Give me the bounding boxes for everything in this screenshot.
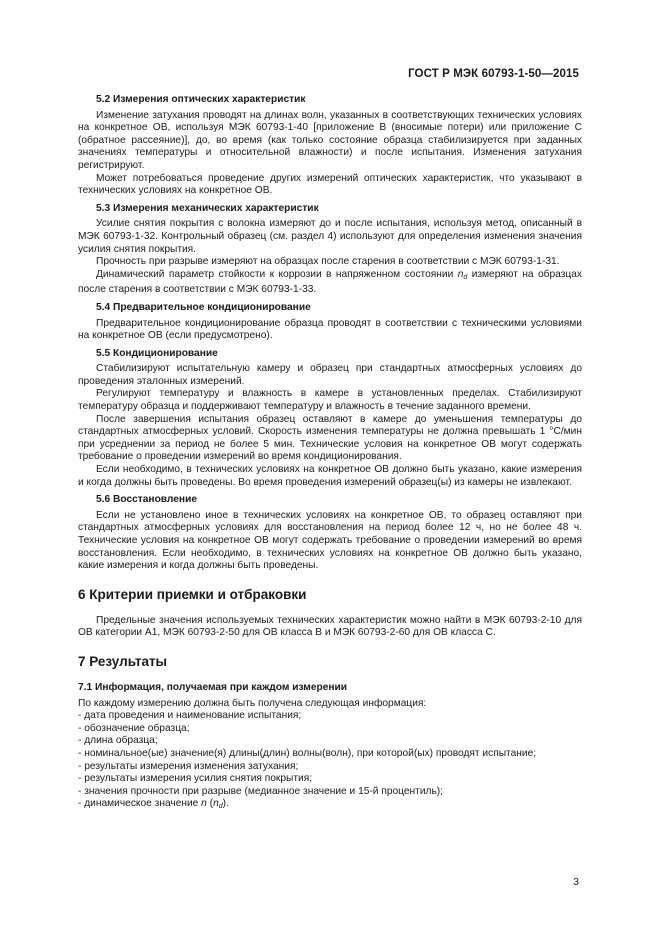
list-item: - результаты измерения усилия снятия покрытия;	[78, 773, 313, 785]
paragraph: Если необходимо, в технических условиях на конкретное ОВ должно быть указано, какие измерения и когда должны быть проведены. Во время проведения измерений образец(ы) из камеры не извлекают.	[78, 464, 582, 488]
paragraph: Стабилизируют испытательную камеру и образец при стандартных атмосферных условиях до проведения эталонных измерений.	[78, 363, 582, 387]
section-5-2-title: 5.2 Измерения оптических характеристик	[96, 94, 306, 105]
info-list	[78, 710, 582, 814]
standard-header: ГОСТ Р МЭК 60793-1-50—2015	[408, 68, 579, 80]
section-7-1-title: 7.1 Информация, получаемая при каждом измерении	[78, 681, 348, 693]
paragraph: Предельные значения используемых технических характеристик можно найти в МЭК 60793-2-10 для ОВ категории А1, МЭК 60793-2-50 для ОВ класса В и МЭК 60793-2-60 для ОВ класса С.	[78, 614, 582, 639]
list-item: - номинальное(ые) значение(я) длины(длин) волны(волн), при которой(ых) проводят испытание;	[78, 747, 537, 759]
list-item: - обозначение образца;	[78, 722, 190, 734]
list-item: - дата проведения и наименование испытания;	[78, 710, 302, 722]
section-5-4-title: 5.4 Предварительное кондиционирование	[96, 301, 311, 313]
document-body	[78, 94, 582, 814]
paragraph: Прочность при разрыве измеряют на образцах после старения в соответствии с МЭК 60793-1-31.	[96, 256, 560, 268]
page-number: 3	[573, 876, 579, 888]
list-item: - значения прочности при разрыве (медианное значение и 15-й процентиль);	[78, 785, 444, 797]
paragraph: Может потребоваться проведение других измерений оптических характеристик, что указывают в технических условиях на конкретное ОВ.	[78, 172, 582, 197]
section-5-3-title: 5.3 Измерения механических характеристик	[96, 202, 319, 214]
paragraph: Изменение затухания проводят на длинах волн, указанных в соответствующих технических условиях на конкретное ОВ, используя МЭК 60793-1-40 [приложение В (вносимые потери) или приложение С (обратное рассеяние)], до, во время (как только состояние образца стабилизируется при заданных значениях температуры и относительной влажности) и после испытания. Изменения затухания регистрируют.	[78, 109, 582, 171]
paragraph: Динамический параметр стойкости к коррозии в напряженном состоянии $n_d$ измеряют на образцах после старения в соответствии с МЭК 60793-1-33.	[78, 268, 582, 296]
section-5-5-title: 5.5 Кондиционирование	[96, 347, 218, 359]
list-item: - длина образца;	[78, 735, 158, 747]
paragraph: Если не установлено иное в технических условиях на конкретное ОВ, то образец оставляют при стандартных атмосферных условиях для восстановления на период более 12 ч, но не более 48 ч. Технические условия на конкретное ОВ могут содержать требование о проведении измерений во время восстановления. Если необходимо, в технических условиях на конкретное ОВ должно быть указано, какие измерения и когда должны быть проведены.	[78, 509, 582, 572]
section-5-6-title: 5.6 Восстановление	[96, 494, 198, 506]
paragraph: По каждому измерению должна быть получена следующая информация:	[78, 697, 427, 709]
section-7-title: 7 Результаты	[78, 653, 168, 669]
list-item: - результаты измерения изменения затухания;	[78, 760, 299, 772]
paragraph: Предварительное кондиционирование образца проводят в соответствии с техническими условиями на конкретное ОВ (если предусмотрено).	[78, 317, 582, 342]
paragraph: После завершения испытания образец оставляют в камере до уменьшения температуры до стандартных атмосферных условий. Скорость изменения температуры не должна превышать 1 °С/мин при усреднении за период не более 5 мин. Технические условия на конкретное ОВ могут содержать требование о проведении измерений во время кондиционирования.	[78, 413, 582, 463]
paragraph: Регулируют температуру и влажность в камере в установленных пределах. Стабилизируют температуру образца и поддерживают температуру и влажность в течение заданного времени.	[78, 388, 582, 413]
list-item: - динамическое значение n $(n_d)$.	[78, 798, 229, 811]
section-6-title: 6 Критерии приемки и отбраковки	[78, 586, 307, 602]
paragraph: Усилие снятия покрытия с волокна измеряют до и после испытания, используя метод, описанный в МЭК 60793-1-32. Контрольный образец (см. раздел 4) используют для определения изменения значения усилия снятия покрытия.	[78, 218, 582, 255]
